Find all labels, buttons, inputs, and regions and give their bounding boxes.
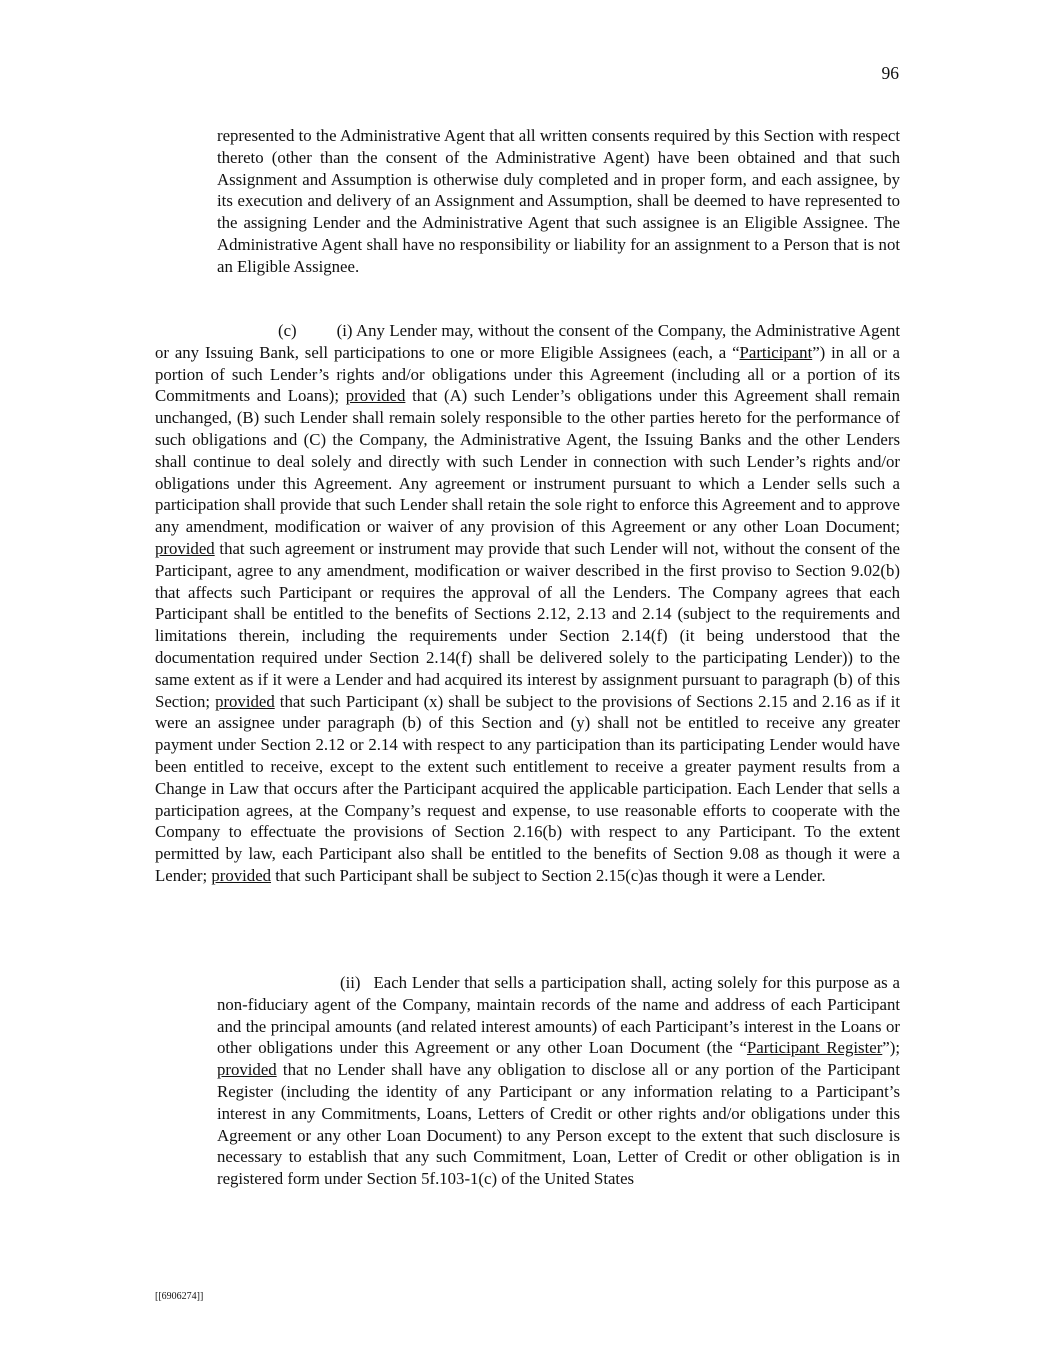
paragraph-text: that such agreement or instrument may provide that such Lender will not, without the consent of the Participant, agree to any amendment, modification or waiver described in the first proviso to Section 9.02(b) that affects such Participant or requires the approval of all the Lenders. The Company agrees that each Participant shall be entitled to the benefits of Sections 2.12, 2.13 and 2.14 (subject to the requirements and limitations therein, including the requirements under Section 2.14(f) (it being understood that the documentation required under Section 2.14(f) shall be delivered solely to the participating Lender)) to the same extent as if it were a Lender and had acquired its interest by assignment pursuant to paragraph (b) of this Section; — [155, 538, 900, 711]
paragraph-text: that such Participant (x) shall be subject to the provisions of Sections 2.15 and 2.16 as if it were an assignee under paragraph (b) of this Section and (y) shall not be entitled to receive any greater payment under Section 2.12 or 2.14 with respect to any participation than its participating Lender would have been entitled to receive, except to the extent such entitlement to receive a greater payment results from a Change in Law that occurs after the Participant acquired the applicable participation. Each Lender that sells a participation agrees, at the Company’s request and expense, to use reasonable efforts to cooperate with the Company to effectuate the provisions of Section 2.16(b) with respect to any Participant. To the extent permitted by law, each Participant also shall be entitled to the benefits of Section 9.08 as though it were a Lender; — [155, 691, 900, 885]
proviso-term: provided — [345, 386, 406, 406]
defined-term-participant: Participant — [739, 342, 813, 362]
document-footer-id: [[6906274]] — [155, 1291, 204, 1302]
paragraph-text: represented to the Administrative Agent that all written consents required by this Section with respect thereto (other than the consent of the Administrative Agent) have been obtained and that such Assignment and Assumption is otherwise duly completed and in proper form, and each assignee, by its execution and delivery of an Assignment and Assumption, shall be deemed to have represented to the assigning Lender and the Administrative Agent that such assignee is an Eligible Assignee. The Administrative Agent shall have no responsibility or liability for an assignment to a Person that is not an Eligible Assignee. — [217, 126, 900, 276]
paragraph-text: that no Lender shall have any obligation to disclose all or any portion of the Participant Register (including the identity of any Participant or any information relating to a Participant’s interest in any Commitments, Loans, Letters of Credit or other rights and/or obligations under this Agreement or any other Loan Document) to any Person except to the extent that such disclosure is necessary to establish that any such Commitment, Loan, Letter of Credit or other obligation is in registered form under Section 5f.103-1(c) of the United States — [217, 1060, 900, 1189]
page-number: 96 — [881, 63, 899, 83]
paragraph-assignment-continuation — [217, 125, 900, 278]
proviso-term: provided — [217, 1060, 277, 1080]
section-label-ii: (ii) — [340, 973, 361, 992]
paragraph-text: (i) Any Lender may, without the consent of the Company, the Administrative Agent or any Issuing Bank, sell participations to one or more Eligible Assignees (each, a “ — [155, 321, 900, 362]
paragraph-text: that such Participant shall be subject to Section 2.15(c)as though it were a Lender. — [271, 865, 826, 885]
defined-term-participant-register: Participant Register — [746, 1038, 883, 1058]
paragraph-text: Each Lender that sells a participation shall, acting solely for this purpose as a non-fiduciary agent of the Company, maintain records of the name and address of each Participant and the principal amounts (and related interest amounts) of each Participant’s interest in the Loans or other obligations under this Agreement or any other Loan Document (the “ — [217, 973, 900, 1058]
proviso-term: provided — [215, 691, 275, 711]
proviso-term: provided — [211, 865, 272, 885]
paragraph-ii-participant-register — [217, 972, 900, 1190]
proviso-term: provided — [155, 538, 215, 558]
paragraph-c-participations — [155, 320, 900, 887]
paragraph-text: ”); — [882, 1038, 900, 1058]
section-label-c: (c) — [278, 321, 297, 340]
paragraph-text: that (A) such Lender’s obligations under this Agreement shall remain unchanged, (B) such Lender shall remain solely responsible to the other parties hereto for the performance of such obligations and (C) the Company, the Administrative Agent, the Issuing Banks and the other Lenders shall continue to deal solely and directly with such Lender in connection with such Lender’s rights and/or obligations under this Agreement. Any agreement or instrument pursuant to which a Lender sells such a participation shall provide that such Lender shall retain the sole right to enforce this Agreement and to approve any amendment, modification or waiver of any provision of this Agreement or any other Loan Document; — [155, 386, 900, 537]
paragraph-text: ”) in all or a portion of such Lender’s rights and/or obligations under this Agreement (including all or a portion of its Commitments and Loans); — [155, 342, 900, 406]
